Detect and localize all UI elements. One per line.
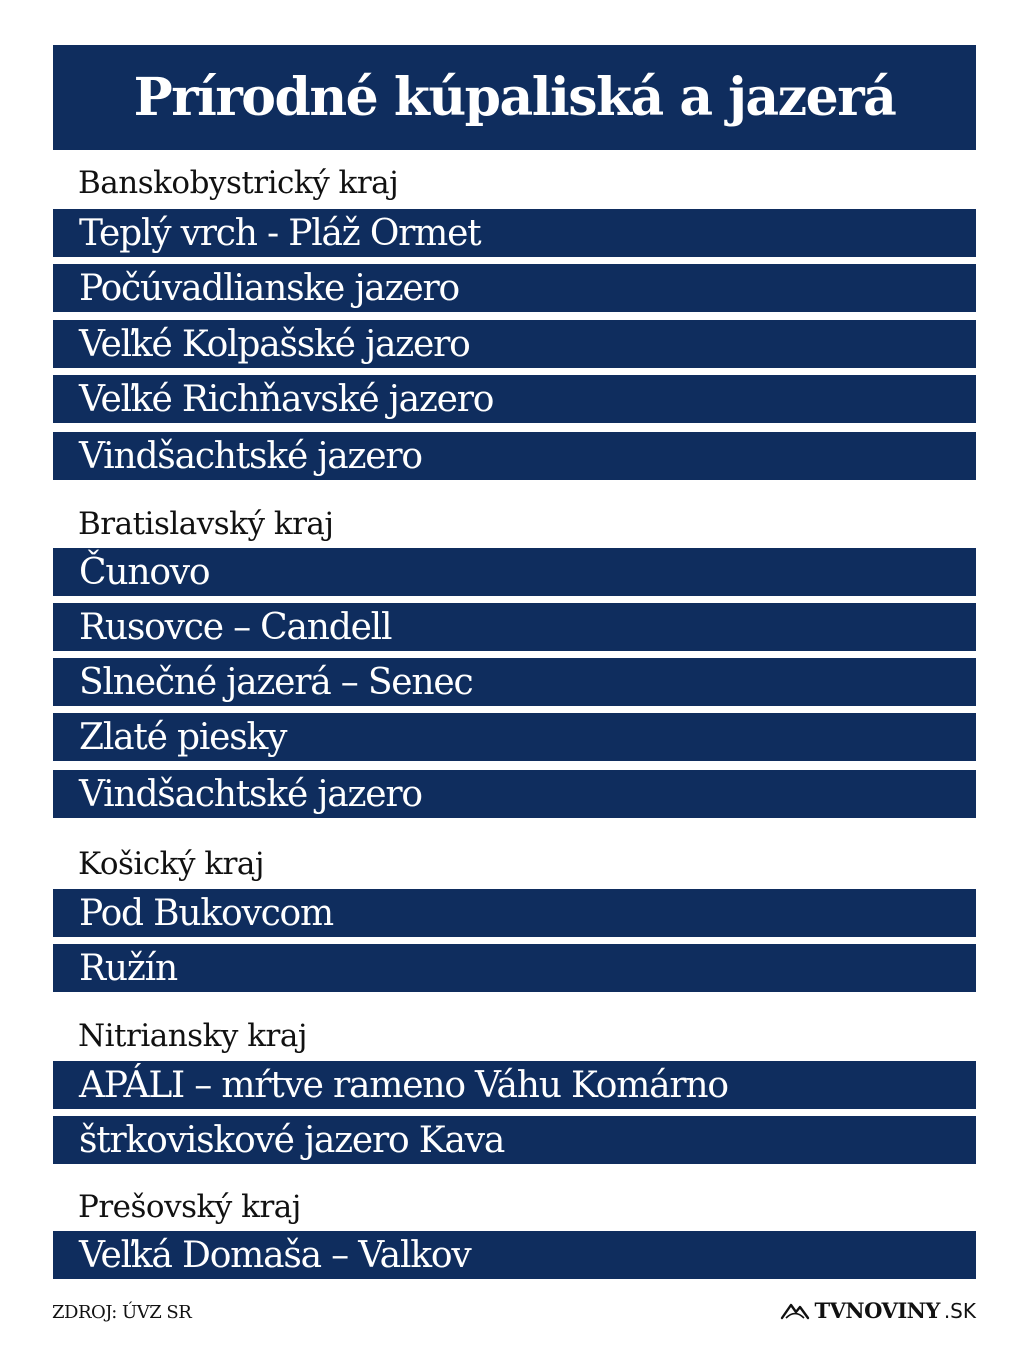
list-item — [53, 889, 976, 937]
list-item — [53, 658, 976, 706]
item-label: Vindšachtské jazero — [79, 435, 422, 477]
list-item — [53, 1116, 976, 1164]
brand-name: TVNOVINY — [814, 1298, 940, 1323]
list-item — [53, 375, 976, 423]
item-label: Slnečné jazerá – Senec — [79, 661, 473, 703]
item-label: Teplý vrch - Pláž Ormet — [79, 212, 481, 254]
item-label: Vindšachtské jazero — [79, 773, 422, 815]
list-item — [53, 264, 976, 312]
list-item — [53, 209, 976, 257]
source-note: ZDROJ: ÚVZ SR — [52, 1302, 192, 1323]
item-label: Veľké Kolpašské jazero — [79, 323, 470, 365]
item-label: štrkoviskové jazero Kava — [79, 1119, 505, 1161]
item-label: Veľká Domaša – Valkov — [79, 1234, 471, 1276]
region-label-nitriansky: Nitriansky kraj — [78, 1018, 307, 1054]
list-item — [53, 944, 976, 992]
brand-tld: .SK — [943, 1298, 976, 1323]
list-item — [53, 1231, 976, 1279]
list-item — [53, 320, 976, 368]
list-item — [53, 713, 976, 761]
item-label: Veľké Richňavské jazero — [79, 378, 494, 420]
item-label: Čunovo — [79, 551, 210, 593]
list-item — [53, 548, 976, 596]
item-label: APÁLI – mŕtve rameno Váhu Komárno — [79, 1064, 728, 1106]
region-label-bratislavsky: Bratislavský kraj — [78, 506, 334, 542]
region-label-kosicky: Košický kraj — [78, 846, 265, 882]
item-label: Rusovce – Candell — [79, 606, 392, 648]
list-item — [53, 432, 976, 480]
brand-logo — [780, 1298, 976, 1323]
item-label: Počúvadlianske jazero — [79, 267, 459, 309]
item-label: Zlaté piesky — [79, 716, 287, 758]
page-title: Prírodné kúpaliská a jazerá — [133, 67, 896, 128]
list-item — [53, 1061, 976, 1109]
title-banner — [53, 45, 976, 150]
list-item — [53, 770, 976, 818]
item-label: Pod Bukovcom — [79, 892, 333, 934]
region-label-presovsky: Prešovský kraj — [78, 1189, 301, 1225]
list-item — [53, 603, 976, 651]
tvnoviny-logo-icon — [780, 1301, 810, 1321]
item-label: Ružín — [79, 947, 177, 989]
region-label-banskobystricky: Banskobystrický kraj — [78, 165, 399, 201]
